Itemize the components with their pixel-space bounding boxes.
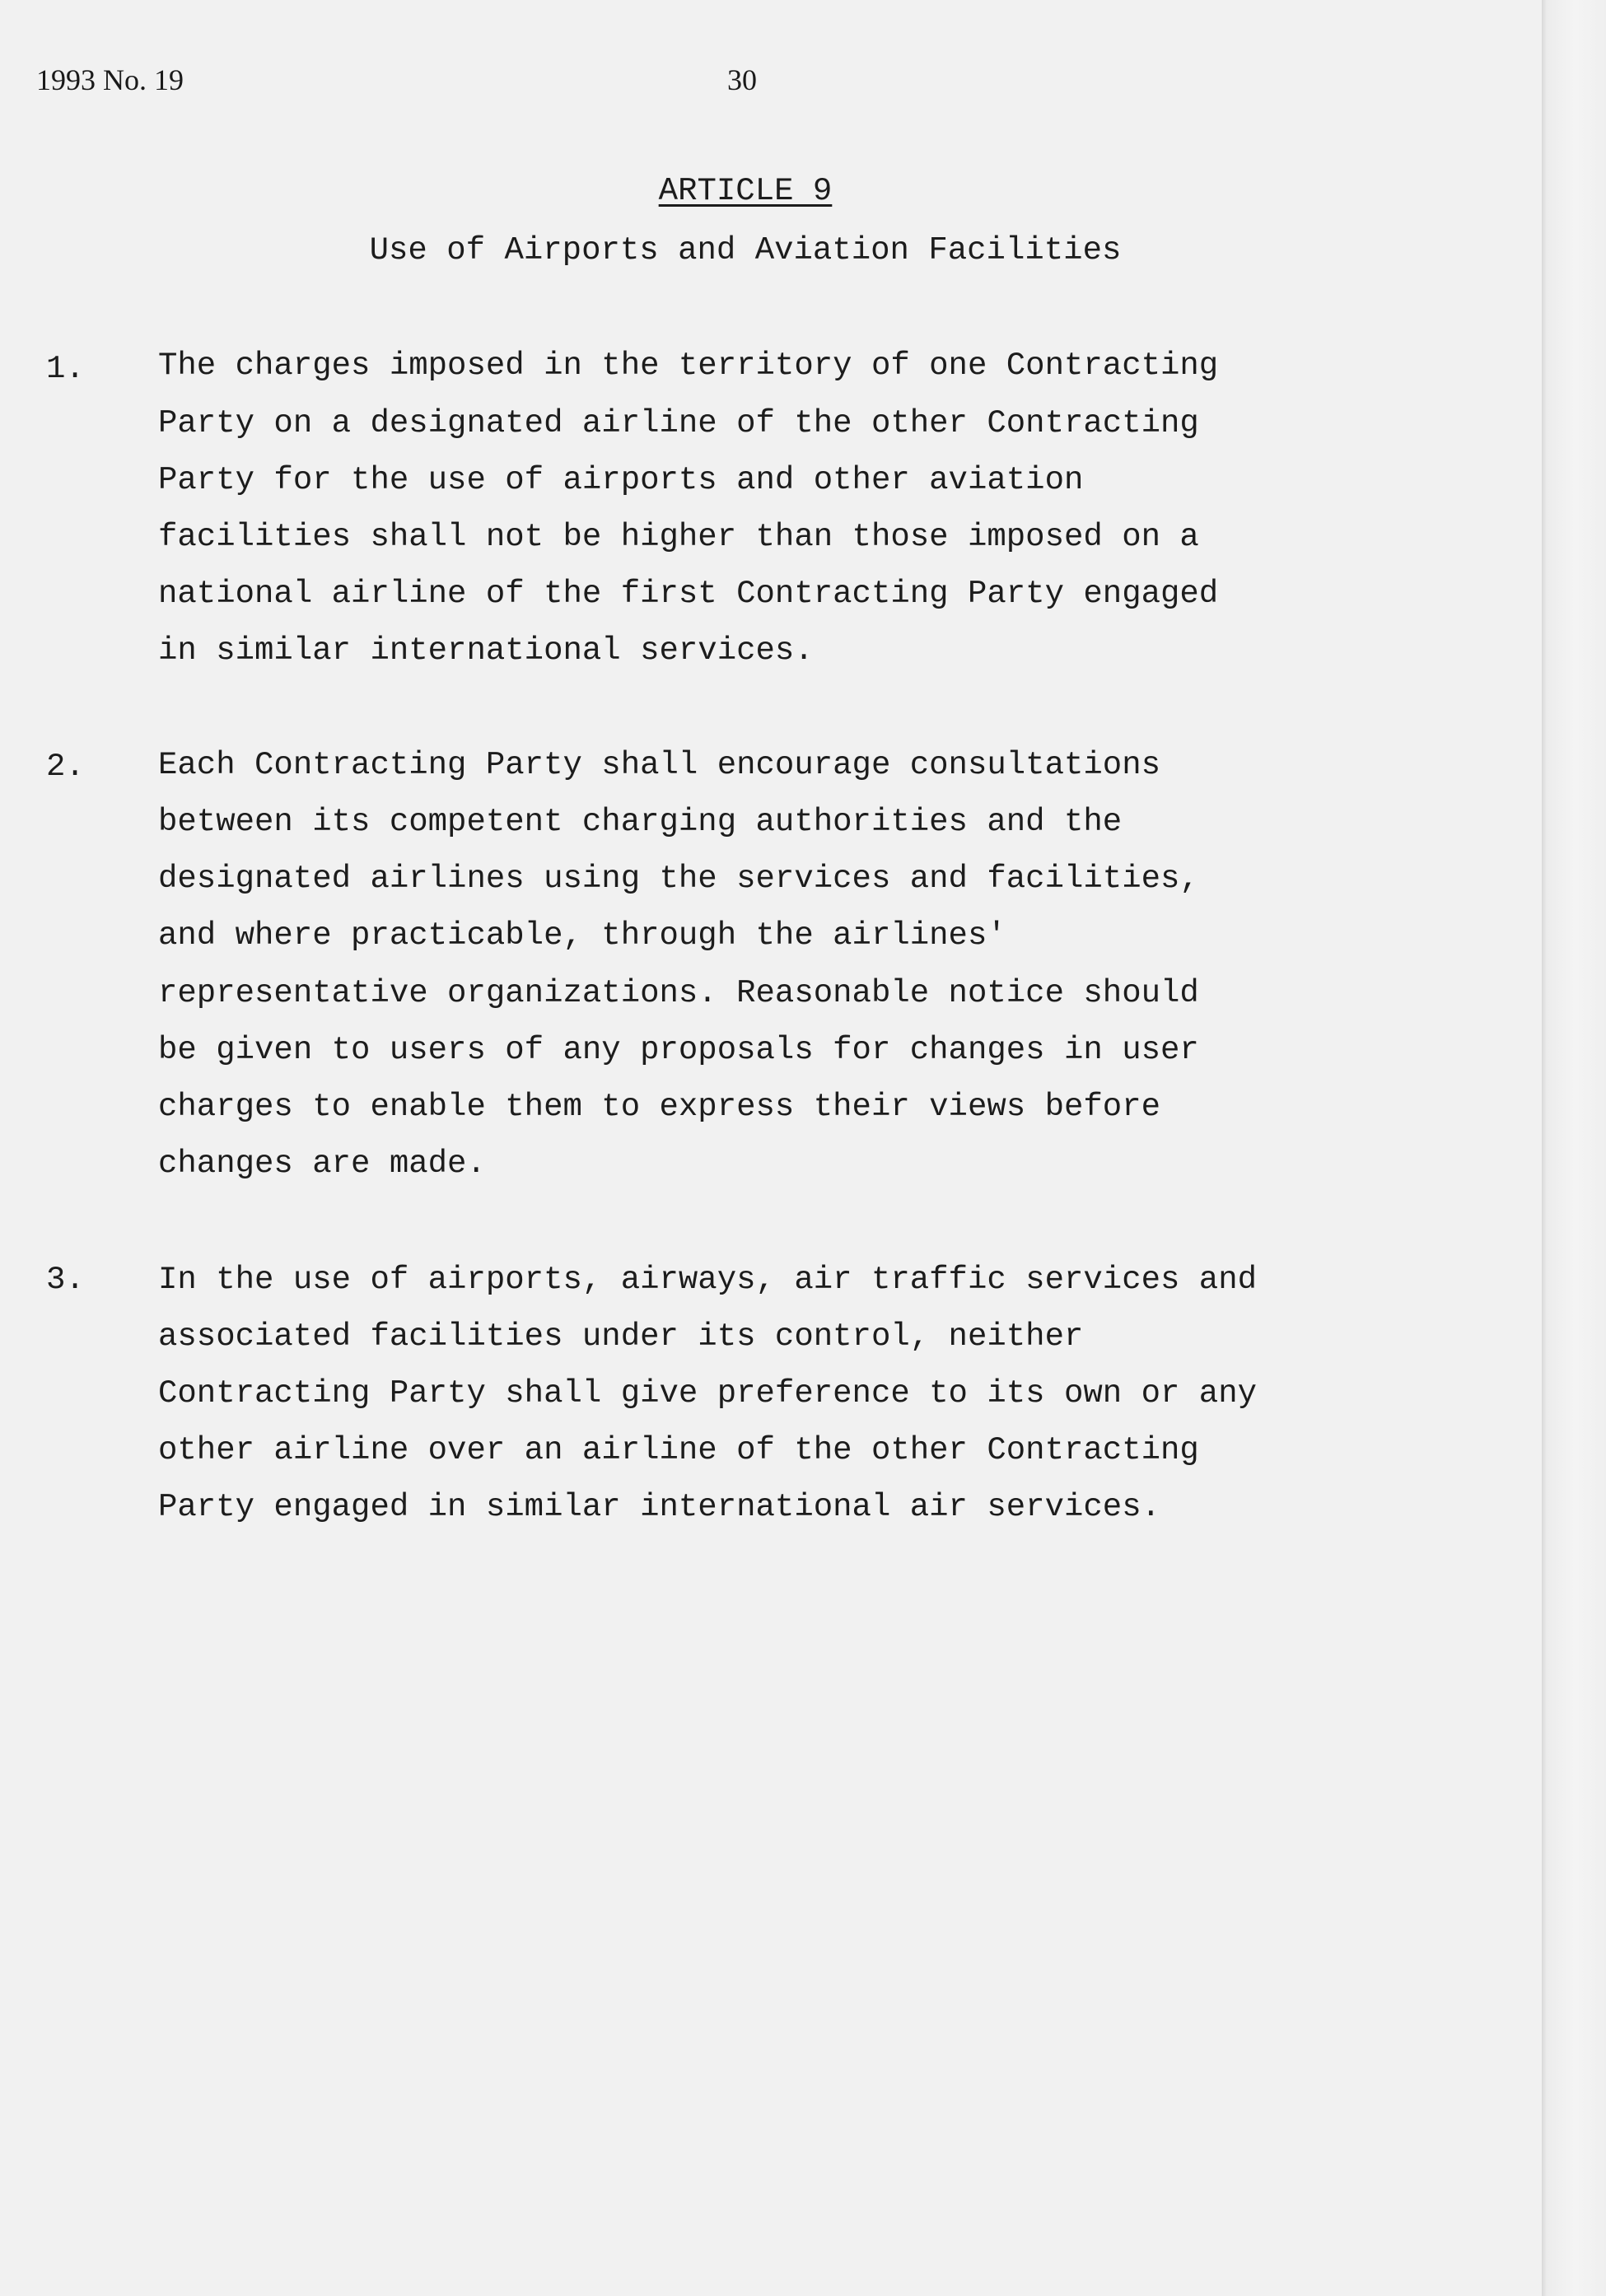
paragraph-3-line: associated facilities under its control, neither bbox=[158, 1318, 1084, 1355]
paragraph-3-number: 3. bbox=[46, 1262, 85, 1298]
paragraph-2-number: 2. bbox=[46, 749, 85, 785]
paragraph-2-line: between its competent charging authorities and the bbox=[158, 804, 1123, 840]
paragraph-1-line: in similar international services. bbox=[158, 632, 814, 669]
article-subtitle: Use of Airports and Aviation Facilities bbox=[369, 232, 1122, 268]
paragraph-2-line: designated airlines using the services and facilities, bbox=[158, 861, 1199, 897]
paragraph-1-line: national airline of the first Contracting Party engaged bbox=[158, 576, 1219, 612]
page-edge-shadow bbox=[1542, 0, 1606, 2296]
paragraph-3-line: In the use of airports, airways, air traffic services and bbox=[158, 1262, 1258, 1298]
paragraph-3-line: Contracting Party shall give preference to its own or any bbox=[158, 1375, 1258, 1412]
paragraph-2-line: changes are made. bbox=[158, 1146, 486, 1182]
paragraph-1-line: Party on a designated airline of the other Contracting bbox=[158, 405, 1199, 441]
paragraph-2-line: be given to users of any proposals for changes in user bbox=[158, 1032, 1199, 1068]
paragraph-2-line: Each Contracting Party shall encourage consultations bbox=[158, 747, 1160, 783]
paragraph-1-line: Party for the use of airports and other aviation bbox=[158, 462, 1084, 498]
paragraph-1-line: The charges imposed in the territory of one Contracting bbox=[158, 348, 1219, 384]
paragraph-1-line: facilities shall not be higher than those imposed on a bbox=[158, 519, 1199, 555]
paragraph-1-number: 1. bbox=[46, 351, 85, 387]
paragraph-2-line: and where practicable, through the airlines' bbox=[158, 917, 1006, 954]
paragraph-3-line: Party engaged in similar international air services. bbox=[158, 1489, 1160, 1525]
page-number: 30 bbox=[727, 63, 757, 96]
paragraph-2-line: representative organizations. Reasonable notice should bbox=[158, 975, 1199, 1011]
paragraph-3-line: other airline over an airline of the other Contracting bbox=[158, 1432, 1199, 1468]
article-title: ARTICLE 9 bbox=[658, 173, 833, 209]
paragraph-2-line: charges to enable them to express their views before bbox=[158, 1089, 1160, 1125]
document-reference: 1993 No. 19 bbox=[36, 63, 184, 96]
